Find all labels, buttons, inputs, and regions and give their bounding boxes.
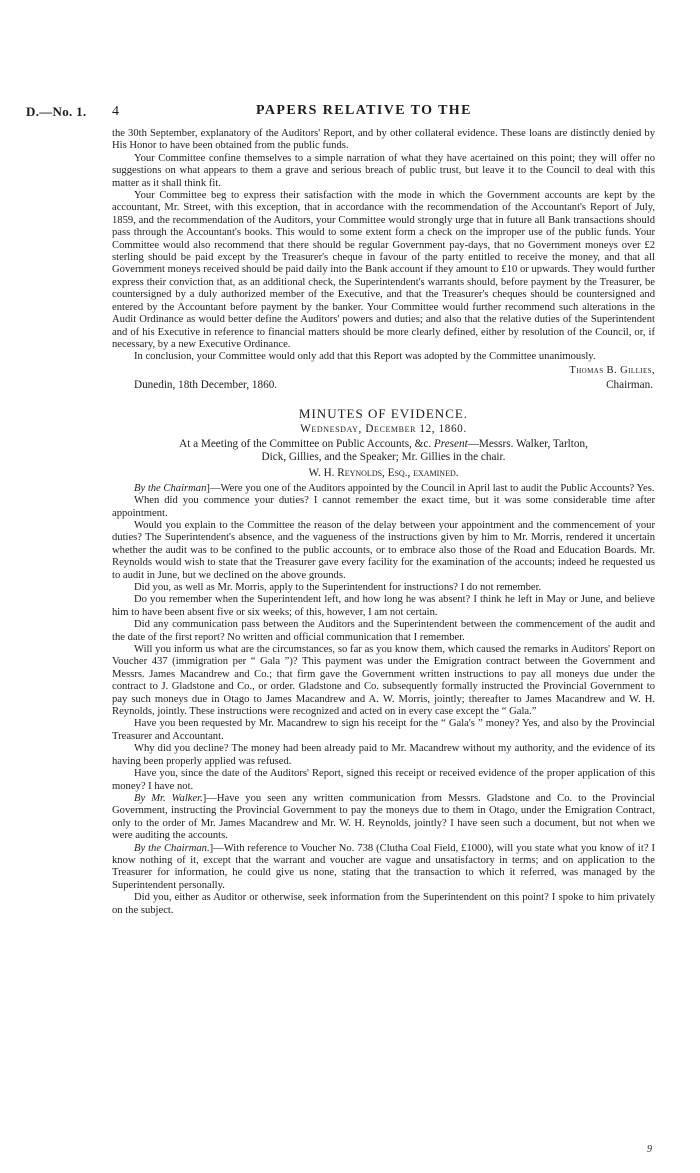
meeting-attendees: —Messrs. Walker, Tarlton, <box>467 438 588 451</box>
evidence-question-5: Do you remember when the Superintendent left, and how long he was absent? I think he left in May or June, and believe him to have been absent five or six weeks; of this, however, I am not certain. <box>112 594 655 618</box>
meeting-attendees-cont: Dick, Gillies, and the Speaker; Mr. Gillies in the chair. <box>261 451 506 464</box>
report-paragraph-1: the 30th September, explanatory of the Auditors' Report, and by other collateral evidence. These loans are distinctly denied by His Honor to have been obtained from the public funds. <box>112 128 655 152</box>
witness-line: W. H. Reynolds, Esq., examined. <box>308 467 459 480</box>
present-label: Present <box>433 438 468 451</box>
evidence-question-8: Have you been requested by Mr. Macandrew to sign his receipt for the “ Gala's ” money? Yes, and also by the Provincial Treasurer and Accountant. <box>112 718 655 742</box>
page-number: 4 <box>112 104 119 119</box>
signature <box>112 365 655 377</box>
evidence-question-3: Would you explain to the Committee the reason of the delay between your appointment and the commencement of your duties? The Superintendent's absence, and the vagueness of the instructions given by him to Mr. Morris, rendered it uncertain whether the audit was to be confined to the public accounts, or to embrace also those of the Road and Education Boards. Mr. Reynolds would wish to state that the Treasurer gave every facility for the examination of the accounts; indeed he requested us to audit in June, but we declined on the above grounds. <box>112 519 655 581</box>
evidence-question-4: Did you, as well as Mr. Morris, apply to the Superintendent for instructions? I do not remember. <box>134 582 542 593</box>
report-paragraph-4: In conclusion, your Committee would only add that this Report was adopted by the Committee unanimously. <box>134 351 596 363</box>
evidence-question-6: Did any communication pass between the Auditors and the Superintendent between the commencement of the audit and the date of the first report? No written and official communication that I remember. <box>112 619 655 643</box>
evidence-question-10: Have you, since the date of the Auditors' Report, signed this receipt or received evidence of the proper application of this money? I have not. <box>112 768 655 792</box>
report-paragraph-2: Your Committee confine themselves to a simple narration of what they have acertained on this point; they will offer no suggestions on what appears to them a grave and serious breach of public trust, but leave it to the Council to deal with this matter as it shall think fit. <box>112 152 655 189</box>
signature-line <box>112 379 655 391</box>
printer-mark: 9 <box>647 1144 652 1155</box>
report-paragraph-3: Your Committee beg to express their satisfaction with the mode in which the Government accounts are kept by the accountant, Mr. Street, with this exception, that in accordance with the recommendation of the Accountant's Report of July, 1859, and the recommendation of the Auditors, your Committee would strongly urge that in future all Bank transactions should pass through the Accountant's books. This would to some extent form a check on the improper use of the public funds. Your Committee would also recommend that there should be regular Government pay-days, that no Government moneys over £2 sterling should be paid except by the Treasurer's cheque in favour of the party entitled to receive the money, and that all Government moneys received should be paid daily into the Bank account if they amount to £10 or upwards. They would further express their conviction that, as an additional check, the Superintendent's warrants should, before payment by the Treasurer, be countersigned by a duly authorized member of the Executive, and that the Treasurer's cheques should be countersigned and entered by the Accountant before payment by the banker. Your Committee would further recommend such alterations in the Audit Ordinance as would better define the Auditors' powers and duties; and also that the relative duties of the Superintendent and of his Executive in reference to financial matters should be more clearly defined, either by resolution of the Council, or, if necessary, by a new Executive Ordinance. <box>112 190 655 350</box>
evidence-question-11 <box>112 793 655 843</box>
evidence-question-9: Why did you decline? The money had been already paid to Mr. Macandrew without my authority, and the evidence of its having been properly applied was refused. <box>112 743 655 767</box>
page-body <box>112 128 655 917</box>
signatory-name: Thomas B. Gillies, <box>569 364 655 376</box>
meeting-details <box>112 438 655 464</box>
evidence-question-2: When did you commence your duties? I cannot remember the exact time, but it was some considerable time after appointment. <box>112 495 655 519</box>
signatory-role: Chairman. <box>606 379 653 392</box>
place-date: Dunedin, 18th December, 1860. <box>134 379 278 392</box>
speaker-label: By the Chairman. <box>134 842 210 854</box>
running-title: PAPERS RELATIVE TO THE <box>256 103 472 118</box>
speaker-label: By the Chairman <box>134 482 207 494</box>
speaker-label: By Mr. Walker. <box>134 792 203 804</box>
evidence-text: ]—With reference to Voucher No. 738 (Clutha Coal Field, £1000), will you state what you know of it? I know nothing of it, except that the warrant and voucher are vague and unsatisfactory in terms; and on application to the Treasurer for information, he could give us none, stating that the transaction to which it referred, was managed by the Superintendent personally. <box>112 842 655 891</box>
evidence-question-7: Will you inform us what are the circumstances, so far as you know them, which caused the remarks in Auditors' Report on Voucher 437 (immigration per “ Gala ”)? This payment was under the Emigration contract between the Government and Messrs. James Macandrew and Co.; that firm gave the Government written instructions to pay all moneys due under the contract to J. Gladstone and Co., or order. Gladstone and Co. subsequently formally instructed the Provincial Government to pay such moneys due in Otago to James Macandrew and A. W. Morris, jointly; thereafter to James Macandrew and W. H. Reynolds, jointly. These instructions were recognized and acted on in every case except the “ Gala.” <box>112 644 655 718</box>
meeting-date: Wednesday, December 12, 1860. <box>300 422 467 435</box>
evidence-question-12 <box>112 843 655 893</box>
evidence-question-1 <box>112 483 655 495</box>
evidence-text: ]—Have you seen any written communication from Messrs. Gladstone and Co. to the Provincial Government, instructing the Provincial Government to pay the moneys due to them in Otago, under the Emigration Contract, only to the order of Mr. James Macandrew and Mr. W. H. Reynolds, jointly? I have seen such a document, but not when we were auditing the accounts. <box>112 792 655 842</box>
minutes-title: MINUTES OF EVIDENCE. <box>298 405 469 421</box>
evidence-text: ]—Were you one of the Auditors appointed by the Council in April last to audit the Public Accounts? Yes. <box>206 482 655 494</box>
meeting-intro: At a Meeting of the Committee on Public Accounts, &c. <box>179 438 432 451</box>
document-reference: D.—No. 1. <box>26 104 87 119</box>
evidence-question-13: Did you, either as Auditor or otherwise, seek information from the Superintendent on this point? I spoke to him privately on the subject. <box>112 892 655 916</box>
